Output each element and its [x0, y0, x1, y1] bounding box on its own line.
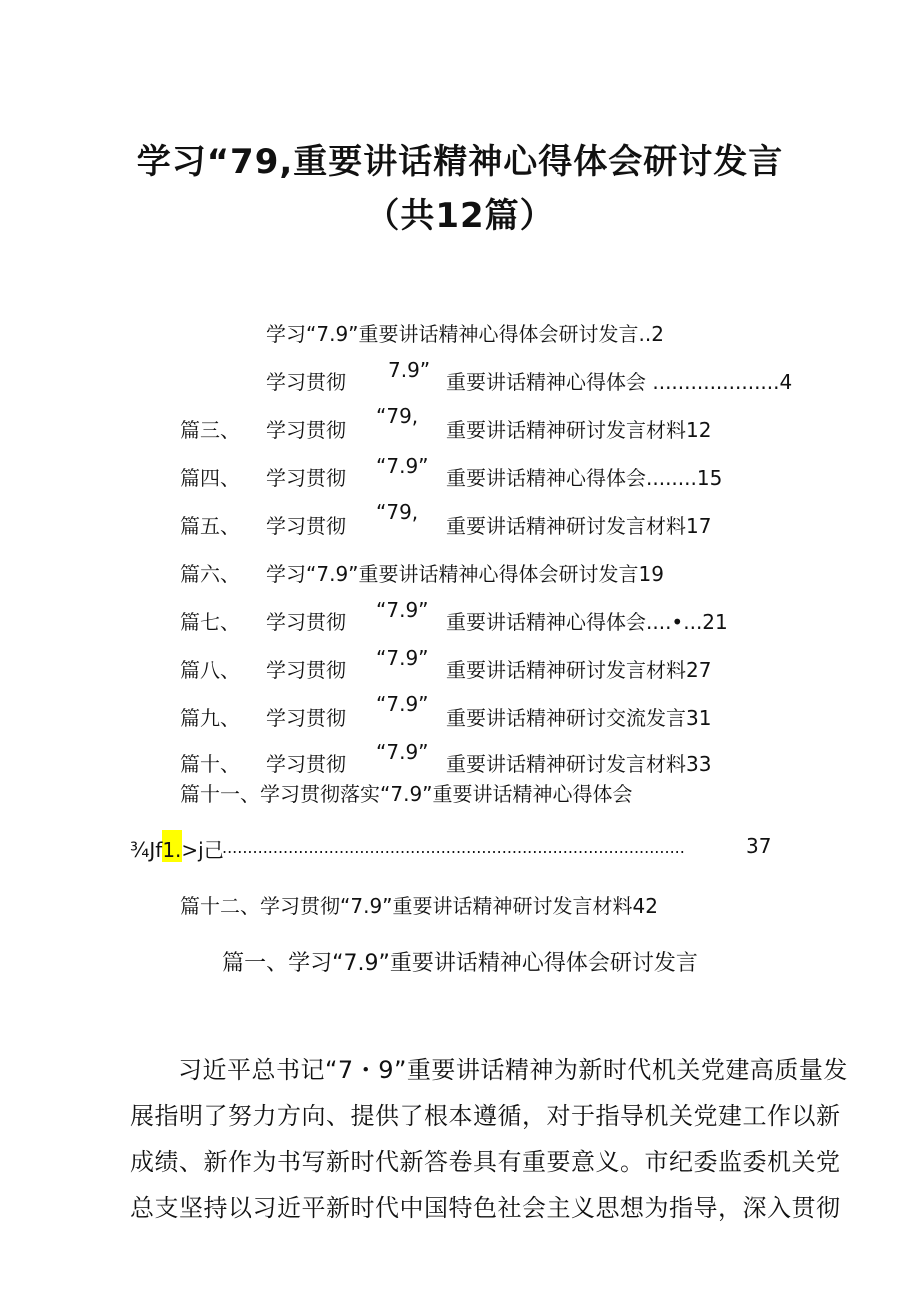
toc-entry-5-rest: 重要讲话精神研讨发言材料17 [446, 514, 712, 538]
toc-entry-8-prefix: 篇八、 [180, 658, 240, 682]
toc-entry-3-prefix: 篇三、 [180, 418, 240, 442]
toc-entry-10-rest: 重要讲话精神研讨发言材料33 [446, 752, 712, 776]
toc-entry-11-leader: ........................................................................................... [222, 838, 685, 857]
toc-entry-10-label: 学习贯彻 [266, 752, 346, 776]
toc-entry-2-label: 学习贯彻 [266, 370, 346, 394]
toc-entry-10-quote: “7.9” [376, 740, 429, 764]
toc-entry-4-rest: 重要讲话精神心得体会........15 [446, 466, 723, 490]
paragraph-line-1: 习近平总书记“7・9”重要讲话精神为新时代机关党建高质量发 [178, 1056, 848, 1084]
toc-entry-9-quote: “7.9” [376, 692, 429, 716]
toc-entry-3-quote: “79, [376, 404, 419, 428]
toc-entry-8-quote: “7.9” [376, 646, 429, 670]
toc-entry-12: 篇十二、学习贯彻“7.9”重要讲话精神研讨发言材料42 [180, 894, 658, 918]
toc-entry-7-quote: “7.9” [376, 598, 429, 622]
toc-entry-9-prefix: 篇九、 [180, 706, 240, 730]
paragraph-line-3: 成绩、新作为书写新时代新答卷具有重要意义。市纪委监委机关党 [130, 1148, 841, 1176]
document-title-line-1: 学习“79,重要讲话精神心得体会研讨发言 [136, 142, 784, 182]
toc-entry-9-label: 学习贯彻 [266, 706, 346, 730]
toc-entry-5-prefix: 篇五、 [180, 514, 240, 538]
toc-entry-3-rest: 重要讲话精神研讨发言材料12 [446, 418, 712, 442]
toc-entry-7-prefix: 篇七、 [180, 610, 240, 634]
section-heading: 篇一、学习“7.9”重要讲话精神心得体会研讨发言 [222, 951, 698, 976]
toc-entry-7-label: 学习贯彻 [266, 610, 346, 634]
paragraph-line-2: 展指明了努力方向、提供了根本遵循，对于指导机关党建工作以新 [130, 1102, 841, 1130]
document-title-line-2: （共12篇） [365, 196, 555, 236]
toc-entry-1: 学习“7.9”重要讲话精神心得体会研讨发言..2 [266, 322, 664, 346]
toc-entry-2-rest: 重要讲话精神心得体会 ....................4 [446, 370, 793, 394]
toc-entry-5-label: 学习贯彻 [266, 514, 346, 538]
toc-entry-8-label: 学习贯彻 [266, 658, 346, 682]
toc-entry-9-rest: 重要讲话精神研讨交流发言31 [446, 706, 712, 730]
paragraph-line-4: 总支坚持以习近平新时代中国特色社会主义思想为指导，深入贯彻 [130, 1194, 841, 1222]
toc-entry-11: 篇十一、学习贯彻落实“7.9”重要讲话精神心得体会 [180, 782, 633, 806]
toc-entry-4-label: 学习贯彻 [266, 466, 346, 490]
toc-entry-4-quote: “7.9” [376, 454, 429, 478]
toc-entry-7-rest: 重要讲话精神心得体会....•...21 [446, 610, 728, 634]
toc-entry-5-quote: “79, [376, 500, 419, 524]
toc-entry-6-label: 学习“7.9”重要讲话精神心得体会研讨发言19 [266, 562, 664, 586]
toc-entry-11-cont: ¾Jf1.>j己 [130, 838, 224, 862]
toc-entry-8-rest: 重要讲话精神研讨发言材料27 [446, 658, 712, 682]
toc-entry-6-prefix: 篇六、 [180, 562, 240, 586]
toc-entry-11-page: 37 [746, 834, 772, 858]
toc-entry-4-prefix: 篇四、 [180, 466, 240, 490]
toc-entry-10-prefix: 篇十、 [180, 752, 240, 776]
toc-entry-3-label: 学习贯彻 [266, 418, 346, 442]
toc-entry-2-quote: 7.9” [388, 358, 431, 382]
